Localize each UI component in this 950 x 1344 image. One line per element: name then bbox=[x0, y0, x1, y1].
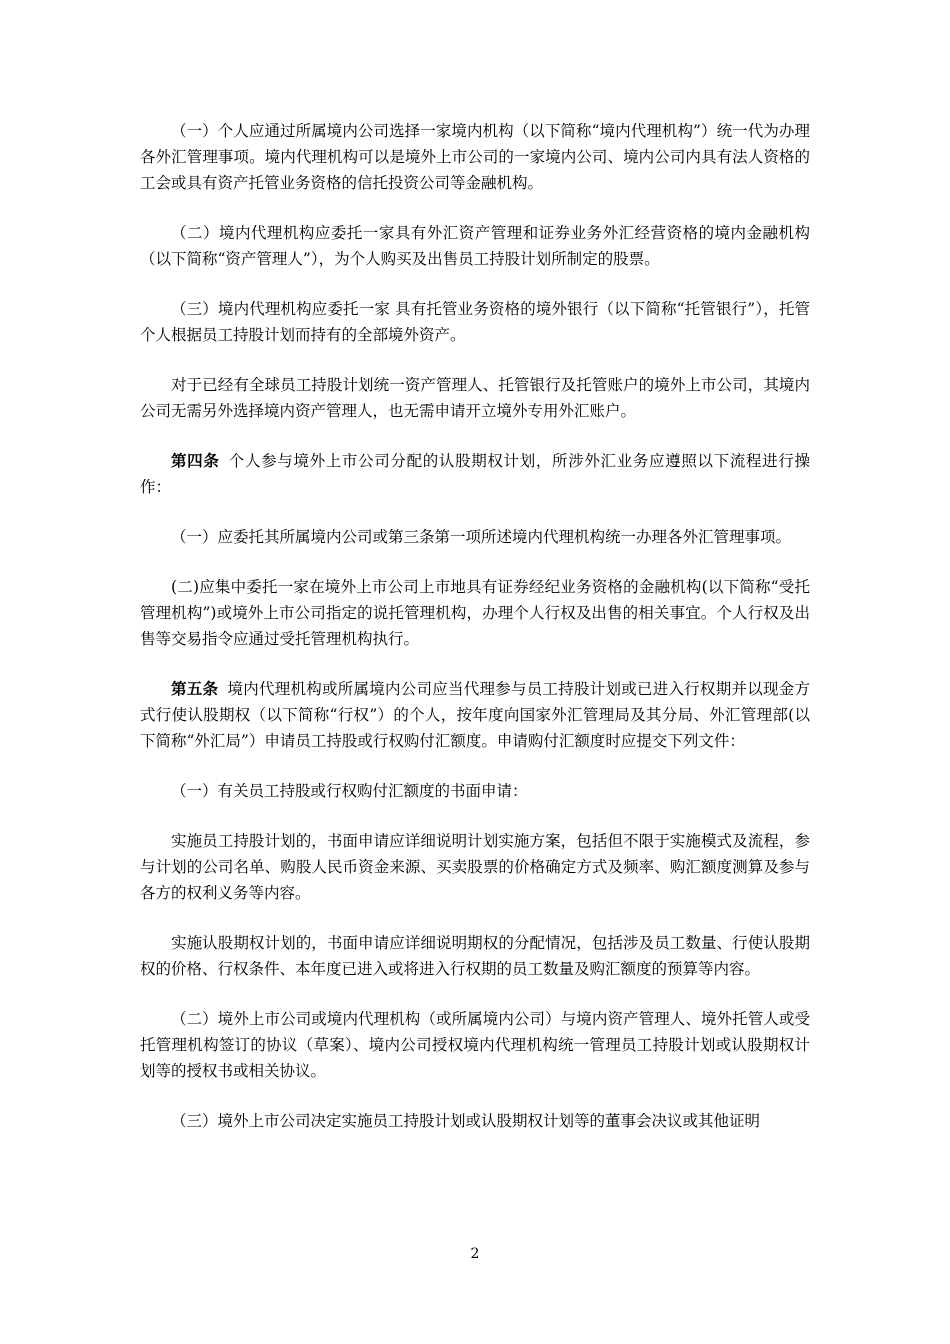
paragraph-11: 实施认股期权计划的，书面申请应详细说明期权的分配情况，包括涉及员工数量、行使认股期权的价格、行权条件、本年度已进入或将进入行权期的员工数量及购汇额度的预算等内容。 bbox=[140, 934, 810, 978]
paragraph-1: （一）个人应通过所属境内公司选择一家境内机构（以下简称“境内代理机构”）统一代为办理各外汇管理事项。境内代理机构可以是境外上市公司的一家境内公司、境内公司内具有法人资格的工会或具有资产托管业务资格的信托投资公司等金融机构。 bbox=[140, 122, 810, 192]
paragraph-4: 对于已经有全球员工持股计划统一资产管理人、托管银行及托管账户的境外上市公司，其境内公司无需另外选择境内资产管理人，也无需申请开立境外专用外汇账户。 bbox=[140, 376, 810, 420]
paragraph-6: （一）应委托其所属境内公司或第三条第一项所述境内代理机构统一办理各外汇管理事项。 bbox=[171, 528, 792, 546]
paragraph-13: （三）境外上市公司决定实施员工持股计划或认股期权计划等的董事会决议或其他证明 bbox=[171, 1112, 761, 1130]
article-4-paragraph bbox=[140, 448, 810, 500]
article-4-text: 个人参与境外上市公司分配的认股期权计划，所涉外汇业务应遵照以下流程进行操作： bbox=[140, 452, 810, 496]
paragraph-2: （二）境内代理机构应委托一家具有外汇资产管理和证券业务外汇经营资格的境内金融机构（以下简称“资产管理人”），为个人购买及出售员工持股计划所制定的股票。 bbox=[140, 224, 810, 268]
paragraph-10: 实施员工持股计划的，书面申请应详细说明计划实施方案，包括但不限于实施模式及流程，参与计划的公司名单、购股人民币资金来源、买卖股票的价格确定方式及频率、购汇额度测算及参与各方的权利义务等内容。 bbox=[140, 832, 810, 902]
article-4-heading: 第四条 bbox=[171, 451, 220, 470]
document-body bbox=[140, 118, 810, 1158]
article-5-heading: 第五条 bbox=[171, 679, 219, 698]
article-5-text: 境内代理机构或所属境内公司应当代理参与员工持股计划或已进入行权期并以现金方式行使认股期权（以下简称“行权”）的个人，按年度向国家外汇管理局及其分局、外汇管理部(以下简称“外汇局”）申请员工持股或行权购付汇额度。申请购付汇额度时应提交下列文件： bbox=[140, 680, 810, 750]
paragraph-3: （三）境内代理机构应委托一家 具有托管业务资格的境外银行（以下简称“托管银行”），托管个人根据员工持股计划而持有的全部境外资产。 bbox=[140, 300, 810, 344]
paragraph-12: （二）境外上市公司或境内代理机构（或所属境内公司）与境内资产管理人、境外托管人或受托管理机构签订的协议（草案）、境内公司授权境内代理机构统一管理员工持股计划或认股期权计划等的授权书或相关协议。 bbox=[140, 1010, 810, 1080]
paragraph-7: (二)应集中委托一家在境外上市公司上市地具有证券经纪业务资格的金融机构(以下简称“受托管理机构”)或境外上市公司指定的说托管理机构，办理个人行权及出售的相关事宜。个人行权及出售等交易指令应通过受托管理机构执行。 bbox=[140, 578, 810, 648]
article-5-paragraph bbox=[140, 676, 810, 754]
page-number: 2 bbox=[470, 1246, 480, 1262]
paragraph-9: （一）有关员工持股或行权购付汇额度的书面申请： bbox=[171, 782, 528, 800]
